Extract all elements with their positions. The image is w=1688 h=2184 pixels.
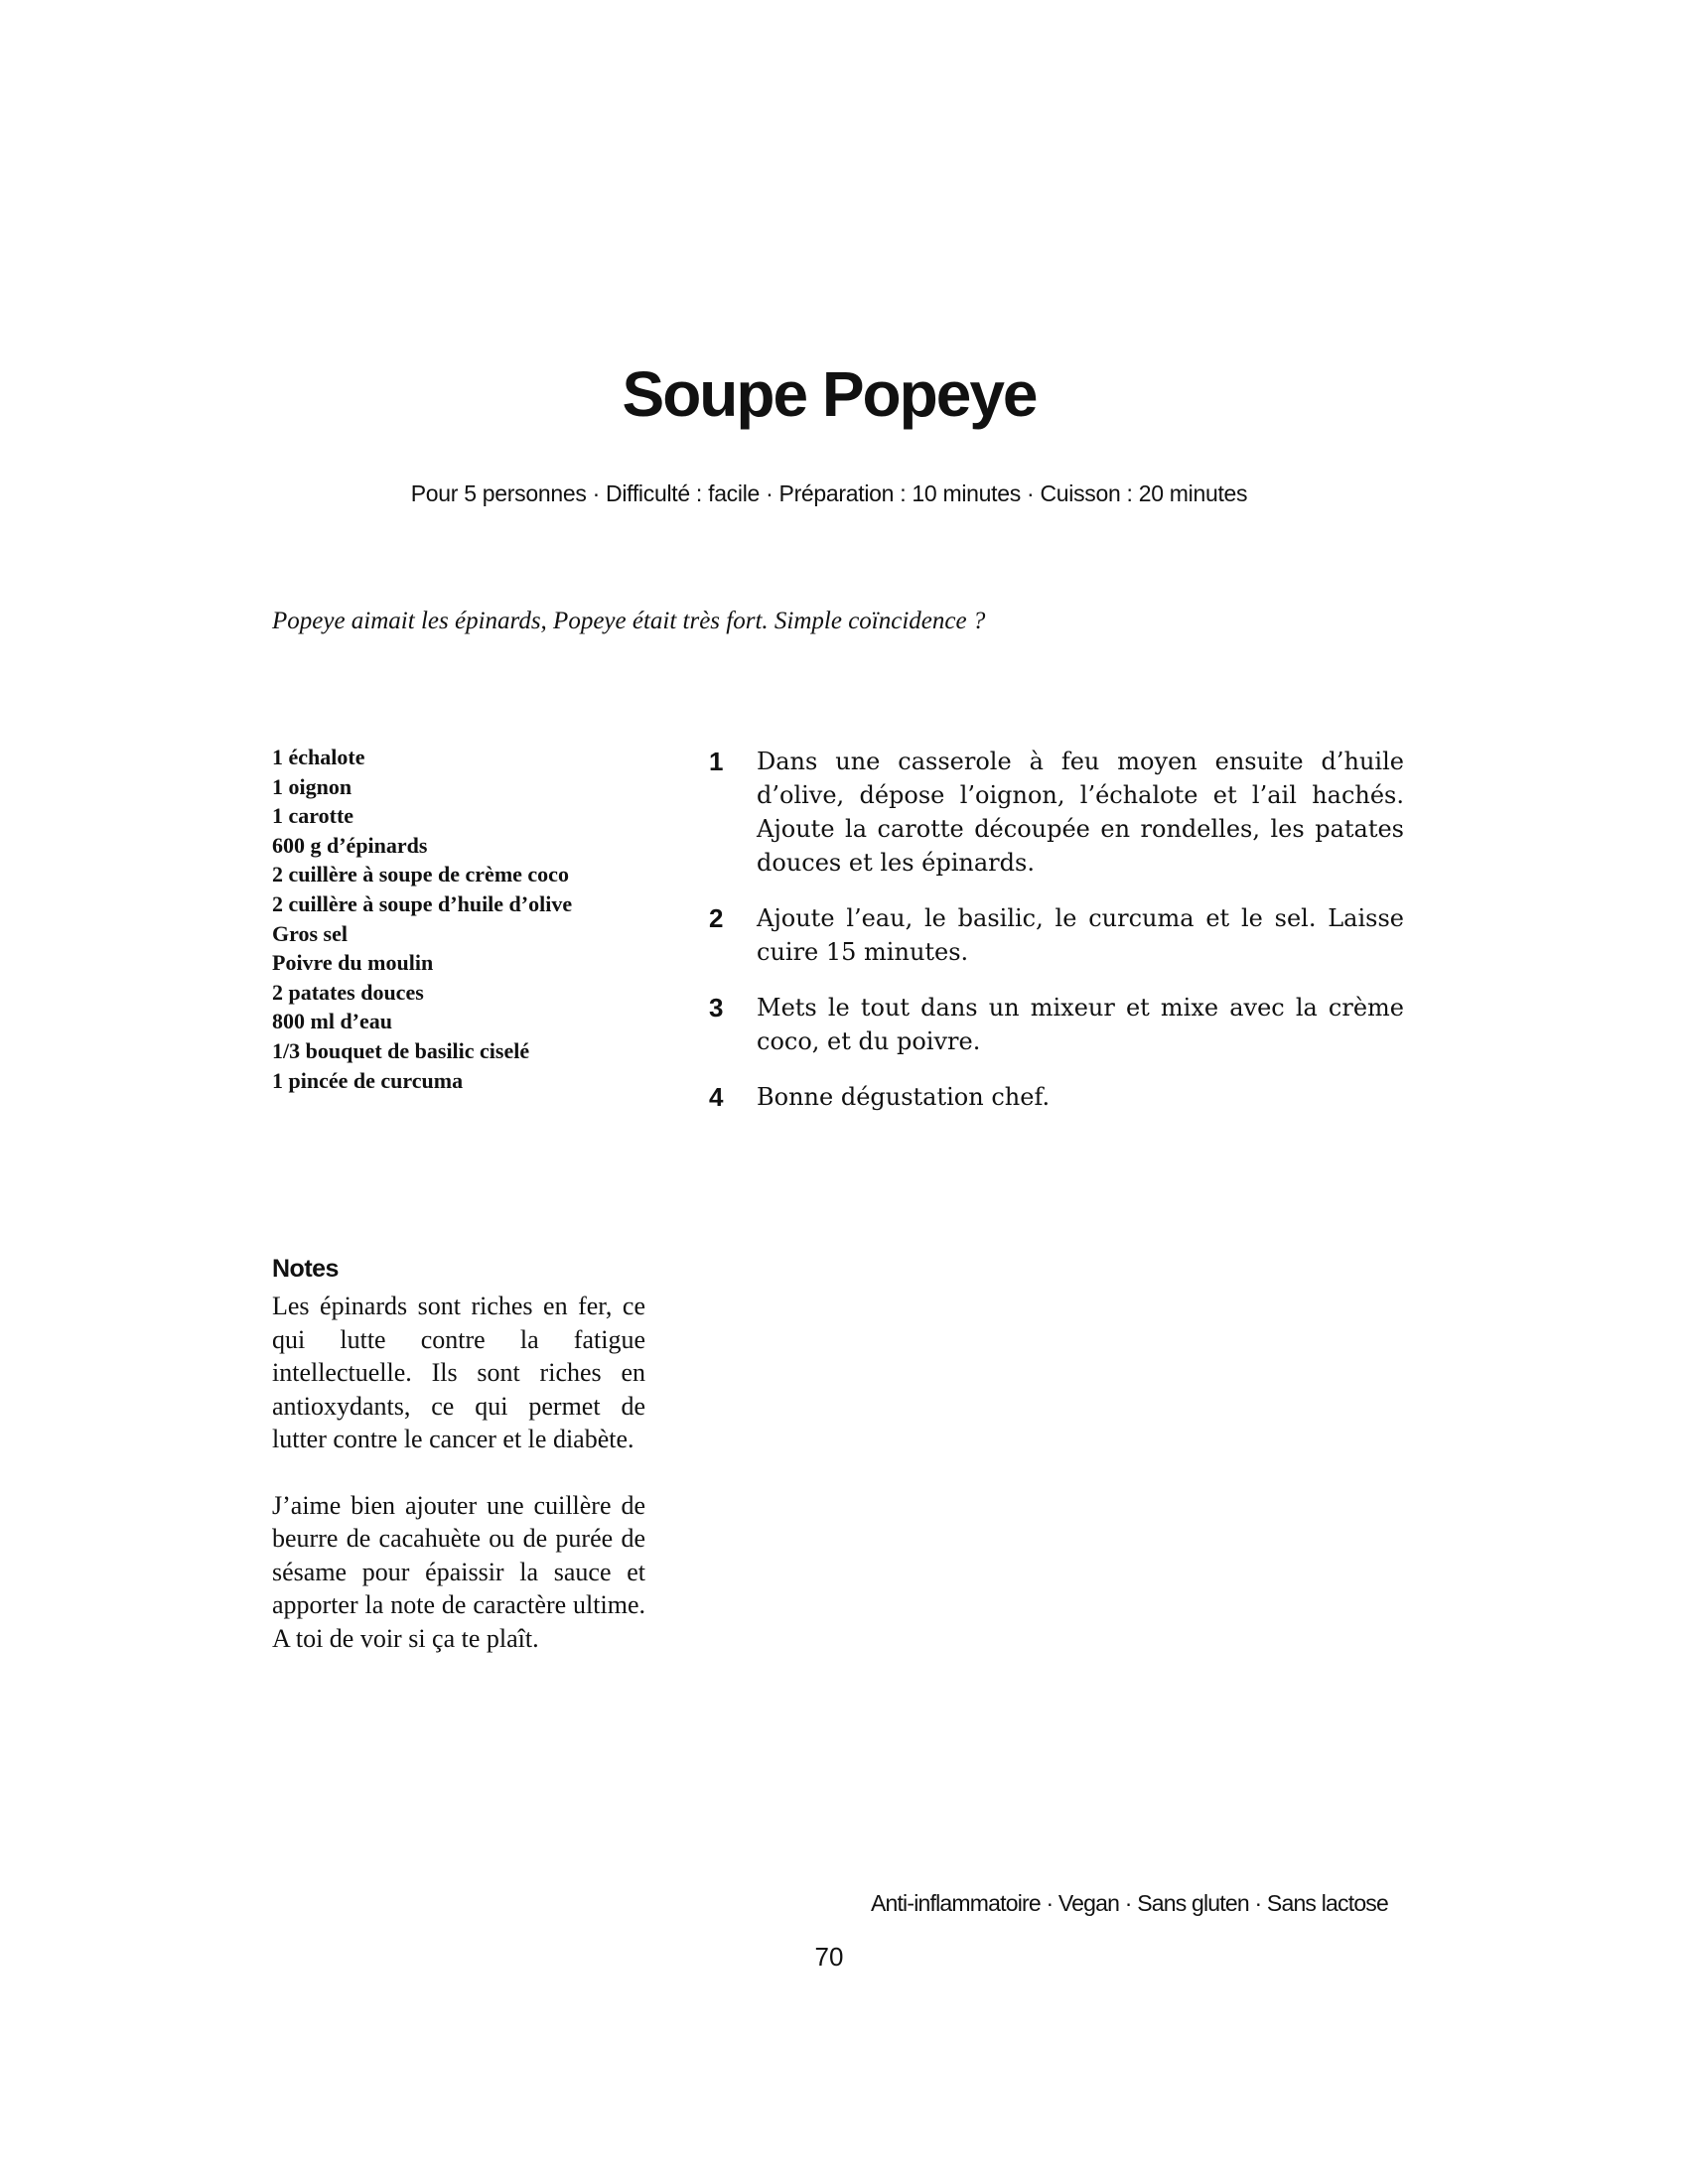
ingredients-list (272, 743, 689, 1095)
step-number: 4 (709, 1082, 724, 1112)
notes-paragraph: Les épinards sont riches en fer, ce qui lutte contre la fatigue intellectuelle. Ils sont riches en antioxydants, ce qui permet de lutter contre le cancer et le diabète. (272, 1292, 645, 1453)
step-item (709, 745, 1404, 880)
ingredient-item: 1 oignon (272, 773, 352, 799)
ingredient-item: 2 patates douces (272, 979, 424, 1005)
ingredient-item: 800 ml d’eau (272, 1009, 392, 1034)
recipe-intro: Popeye aimait les épinards, Popeye était très fort. Simple coïncidence ? (272, 608, 986, 634)
ingredient-item: 2 cuillère à soupe de crème coco (272, 862, 569, 887)
step-item (709, 901, 1404, 969)
step-text: Mets le tout dans un mixeur et mixe avec la crème coco, et du poivre. (757, 994, 1404, 1055)
step-text: Ajoute l’eau, le basilic, le curcuma et le sel. Laisse cuire 15 minutes. (757, 904, 1404, 966)
step-number: 1 (709, 747, 724, 776)
step-text: Dans une casserole à feu moyen ensuite d’huile d’olive, dépose l’oignon, l’échalote et l’ail hachés. Ajoute la carotte découpée en rondelles, les patates douces et les épinards. (757, 748, 1404, 877)
step-number: 3 (709, 993, 724, 1023)
ingredient-item: Gros sel (272, 920, 348, 946)
ingredient-item: 1 échalote (272, 745, 365, 769)
ingredient-item: Poivre du moulin (272, 950, 434, 976)
step-number: 2 (709, 903, 724, 933)
page-number: 70 (814, 1942, 844, 1972)
step-item (709, 1080, 1404, 1114)
recipe-title: Soupe Popeye (622, 358, 1037, 430)
step-text: Bonne dégustation chef. (757, 1083, 1051, 1111)
notes-heading: Notes (272, 1255, 339, 1283)
ingredient-item: 1 carotte (272, 803, 354, 829)
notes-section (272, 1255, 645, 1688)
ingredient-item: 1/3 bouquet de basilic ciselé (272, 1037, 530, 1063)
ingredient-item: 600 g d’épinards (272, 832, 428, 858)
ingredient-item: 1 pincée de curcuma (272, 1067, 464, 1093)
ingredient-item: 2 cuillère à soupe d’huile d’olive (272, 890, 573, 916)
step-item (709, 991, 1404, 1058)
recipe-meta: Pour 5 personnes · Difficulté : facile · Préparation : 10 minutes · Cuisson : 20 minutes (410, 480, 1248, 506)
notes-paragraph: J’aime bien ajouter une cuillère de beurre de cacahuète ou de purée de sésame pour épaissir la sauce et apporter la note de caractère ultime. A toi de voir si ça te plaît. (272, 1490, 645, 1653)
steps-list (709, 745, 1404, 1136)
diet-tags: Anti-inflammatoire · Vegan · Sans gluten · Sans lactose (870, 1890, 1388, 1916)
